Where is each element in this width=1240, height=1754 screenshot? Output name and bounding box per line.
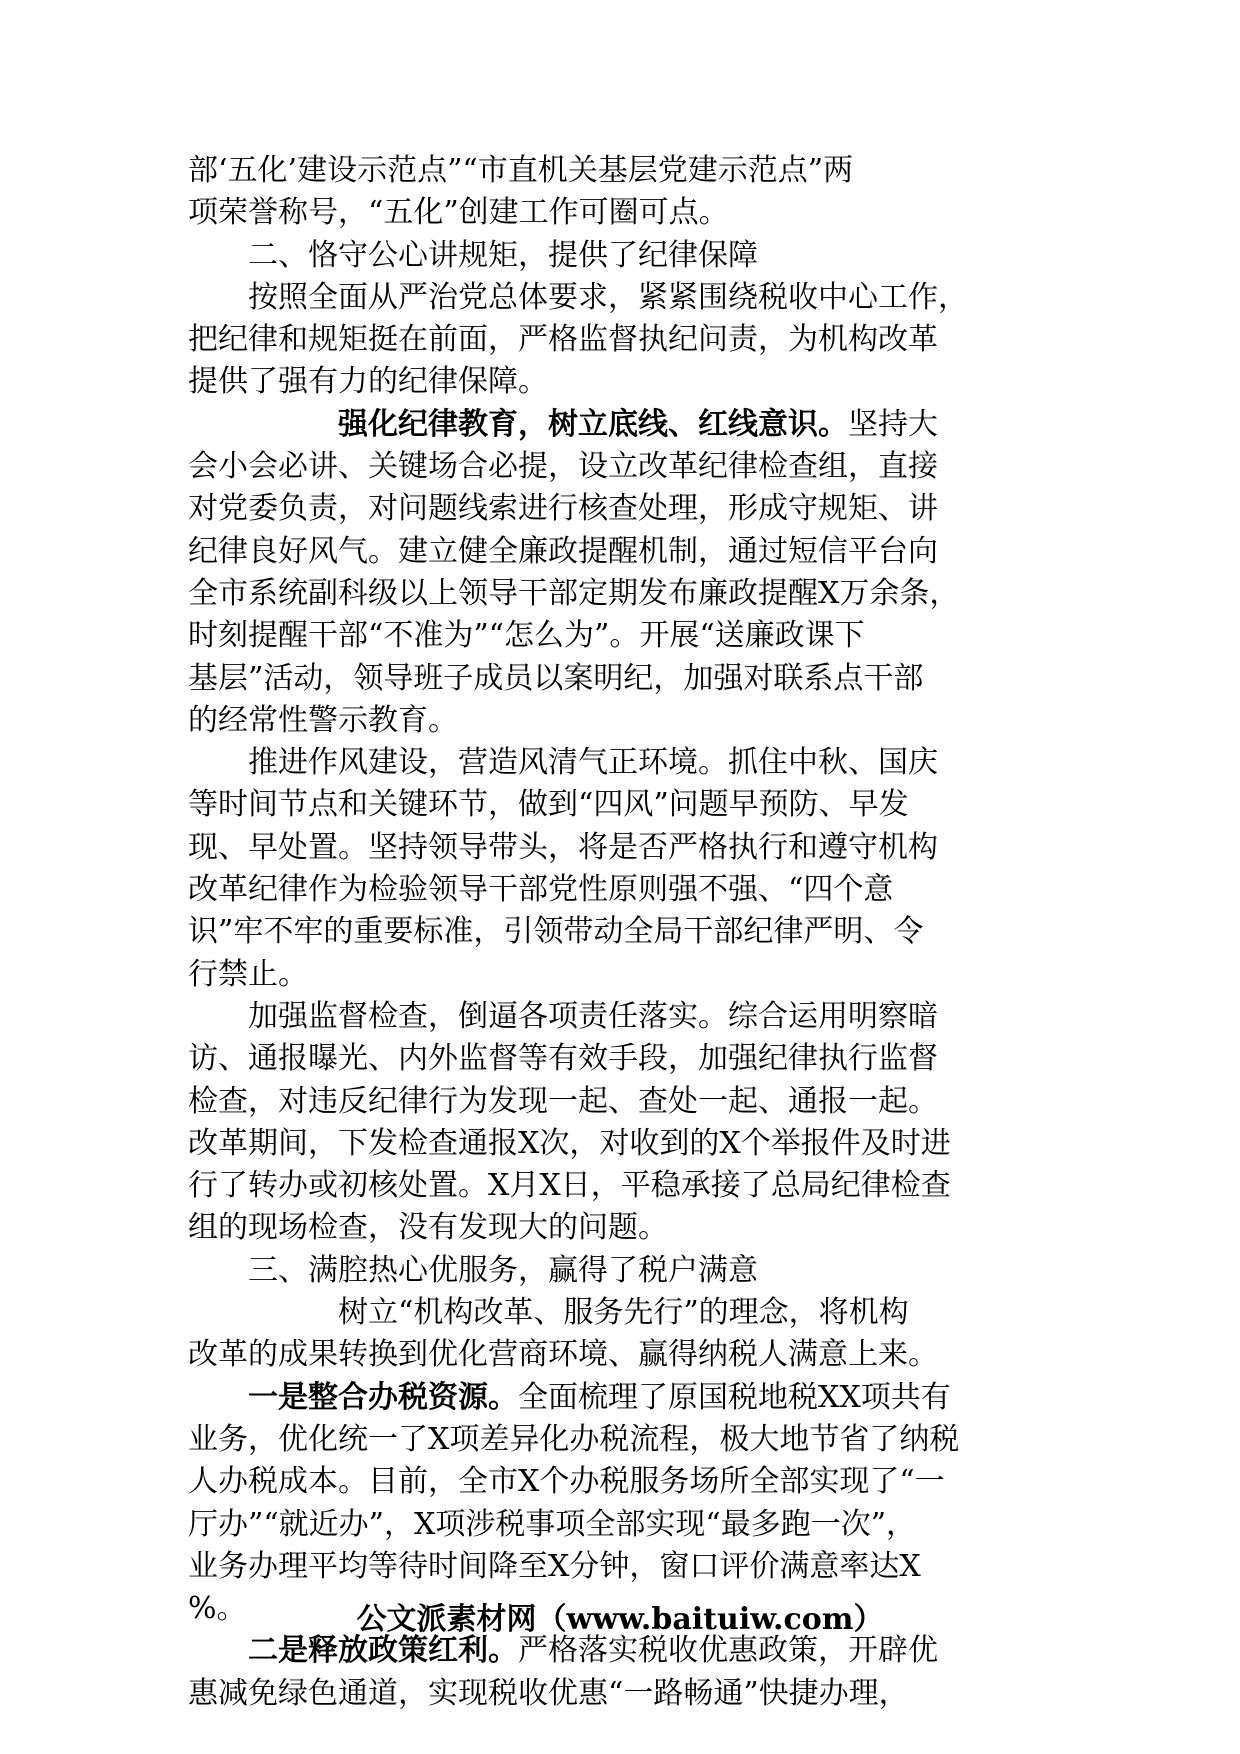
text-line: 改革纪律作为检验领导干部党性原则强不强、“四个意 — [188, 872, 894, 908]
text-line: 行禁止。 — [188, 956, 308, 992]
text-run: 严格落实税收优惠政策，开辟优 — [518, 1633, 938, 1669]
section-heading: 二、恪守公心讲规矩，提供了纪律保障 — [248, 237, 758, 273]
text-line: 提供了强有力的纪律保障。 — [188, 364, 548, 400]
paragraph-start: 按照全面从严治党总体要求，紧紧围绕税收中心工作， — [248, 279, 968, 315]
text-line: 纪律良好风气。建立健全廉政提醒机制，通过短信平台向 — [188, 533, 938, 569]
text-line: 会小会必讲、关键场合必提，设立改革纪律检查组，直接 — [188, 449, 938, 485]
paragraph-start — [188, 1377, 1068, 1419]
paragraph-start — [188, 404, 1068, 446]
text-line: 的经常性警示教育。 — [188, 702, 458, 738]
text-run: 全面梳理了原国税地税XX项共有 — [518, 1379, 951, 1415]
text-line: 惠减免绿色通道，实现税收优惠“一路畅通”快捷办理， — [188, 1675, 909, 1711]
text-line: 全市系统副科级以上领导干部定期发布廉政提醒X万余条， — [188, 575, 960, 611]
text-line: 行了转办或初核处置。X月X日，平稳承接了总局纪律检查 — [188, 1168, 951, 1204]
text-line: 组的现场检查，没有发现大的问题。 — [188, 1210, 668, 1246]
text-line: 现、早处置。坚持领导带头，将是否严格执行和遵守机构 — [188, 829, 938, 865]
paragraph-start: 加强监督检查，倒逼各项责任落实。综合运用明察暗 — [248, 998, 938, 1034]
paragraph-start: 树立“机构改革、服务先行”的理念，将机构 — [338, 1295, 909, 1331]
text-line: 项荣誉称号，“五化”创建工作可圈可点。 — [188, 195, 729, 231]
footer-watermark: 公文派素材网（www.baituiw.com） — [356, 1602, 884, 1637]
text-line: 业务，优化统一了X项差异化办税流程，极大地节省了纳税 — [188, 1421, 960, 1457]
text-line: 时刻提醒干部“不准为”“怎么为”。开展“送廉政课下 — [188, 618, 865, 654]
bold-lead: 二是释放政策红利。 — [248, 1633, 518, 1669]
section-heading: 三、满腔热心优服务，赢得了税户满意 — [248, 1252, 758, 1288]
text-run: 坚持大 — [848, 406, 938, 442]
text-line: 基层”活动，领导班子成员以案明纪，加强对联系点干部 — [188, 660, 924, 696]
document-body — [188, 150, 1068, 1715]
text-line: 改革期间，下发检查通报X次，对收到的X个举报件及时进 — [188, 1125, 951, 1161]
text-line: 人办税成本。目前，全市X个办税服务场所全部实现了“一 — [188, 1464, 945, 1500]
text-line: 检查，对违反纪律行为发现一起、查处一起、通报一起。 — [188, 1083, 938, 1119]
text-line: 改革的成果转换到优化营商环境、赢得纳税人满意上来。 — [188, 1337, 938, 1373]
bold-lead: 强化纪律教育，树立底线、红线意识。 — [338, 406, 848, 442]
bold-lead: 一是整合办税资源。 — [248, 1379, 518, 1415]
text-line: 等时间节点和关键环节，做到“四风”问题早预防、早发 — [188, 787, 909, 823]
text-line: 识”牢不牢的重要标准，引领带动全局干部纪律严明、令 — [188, 914, 924, 950]
text-line: 把纪律和规矩挺在前面，严格监督执纪问责，为机构改革 — [188, 322, 938, 358]
text-line: 对党委负责，对问题线索进行核查处理，形成守规矩、讲 — [188, 491, 938, 527]
text-line: %。 — [188, 1591, 247, 1627]
text-line: 厅办”“就近办”，X项涉税事项全部实现“最多跑一次”， — [188, 1506, 917, 1542]
paragraph-start: 推进作风建设，营造风清气正环境。抓住中秋、国庆 — [248, 745, 938, 781]
text-line: 部‘五化’建设示范点”“市直机关基层党建示范点”两 — [188, 153, 854, 188]
text-line: 业务办理平均等待时间降至X分钟，窗口评价满意率达X — [188, 1548, 921, 1584]
text-line: 访、通报曝光、内外监督等有效手段，加强纪律执行监督 — [188, 1041, 938, 1077]
